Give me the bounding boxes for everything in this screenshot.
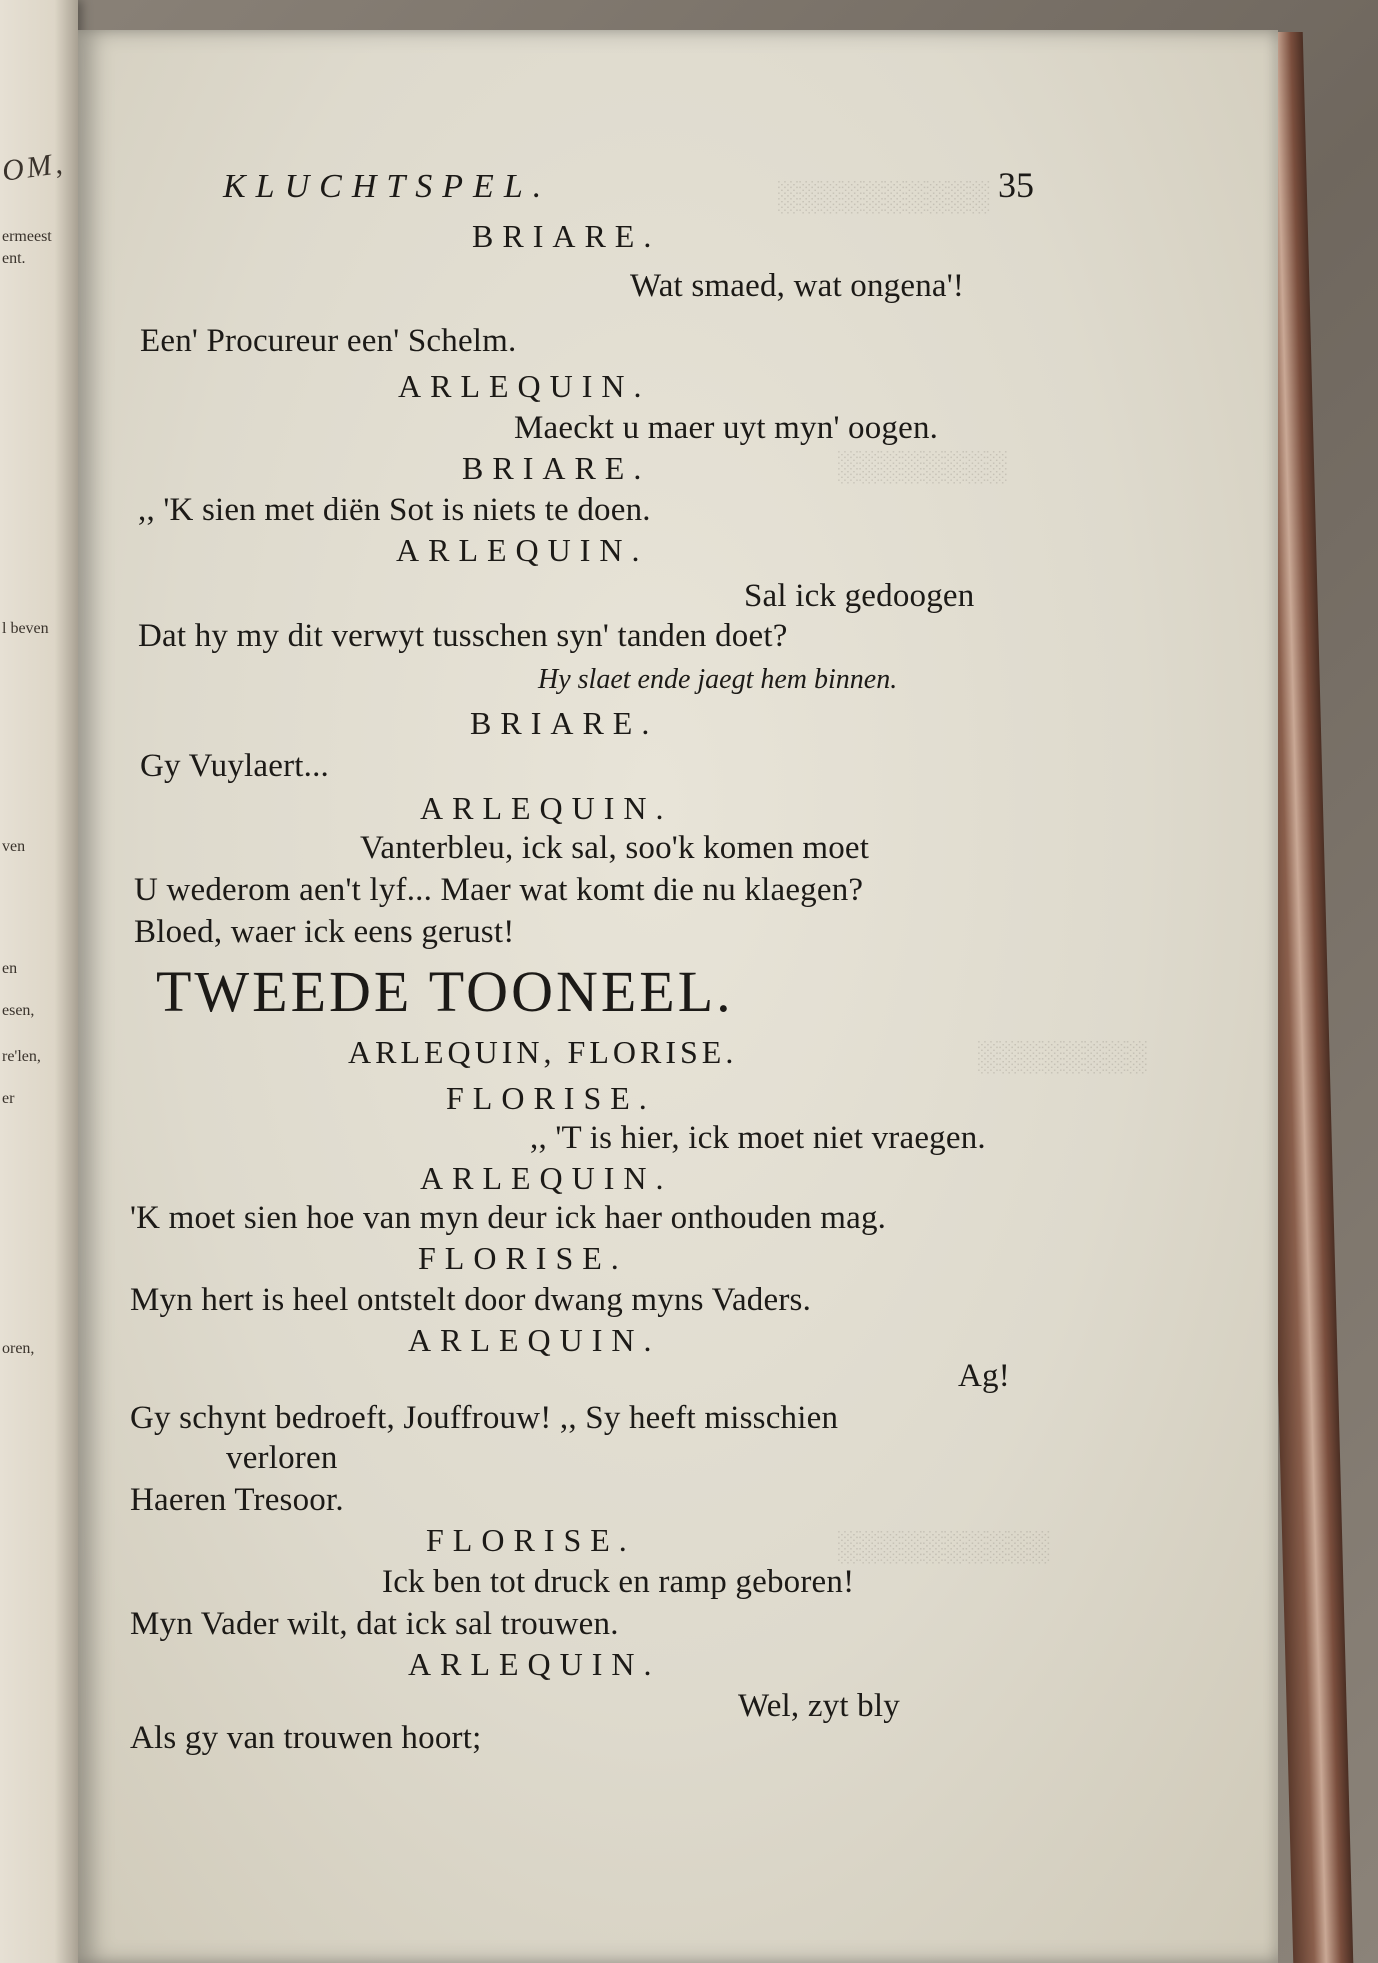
verse-line: Maeckt u maer uyt myn' oogen. [514,410,939,446]
speaker-heading: FLORISE. [418,1240,628,1276]
scene-title: TWEEDE TOONEEL. [156,959,734,1024]
facing-page-fragment: en [2,960,18,977]
speaker-heading: ARLEQUIN. [398,368,651,404]
speaker-heading: BRIARE. [472,218,661,254]
scene-cast-list: ARLEQUIN, FLORISE. [348,1034,738,1070]
facing-page-fragment: ent. [2,250,26,267]
verse-line: Myn Vader wilt, dat ick sal trouwen. [130,1606,619,1642]
speaker-heading: BRIARE. [470,705,659,741]
verse-line: Myn hert is heel ontstelt door dwang myns Vaders. [130,1282,812,1318]
book-page [78,30,1278,1963]
facing-page-fragment: ermeest [2,228,52,245]
page-number: 35 [998,165,1034,205]
speaker-heading: ARLEQUIN. [408,1322,661,1358]
verse-line: Ick ben tot druck en ramp geboren! [382,1564,855,1600]
verse-line: Wel, zyt bly [738,1688,900,1724]
show-through-shadow: ░░░░░░░░░░ [778,180,991,213]
verse-line: 'K moet sien hoe van myn deur ick haer onthouden mag. [130,1200,887,1236]
verse-line: ,, 'T is hier, ick moet niet vraegen. [530,1120,986,1156]
verse-line: Sal ick gedoogen [744,578,975,614]
verse-line: Gy Vuylaert... [140,748,330,784]
speaker-heading: ARLEQUIN. [420,1160,673,1196]
facing-page-fragment: oren, [2,1340,35,1357]
verse-line: Vanterbleu, ick sal, soo'k komen moet [360,830,870,866]
verse-line: Dat hy my dit verwyt tusschen syn' tanden doet? [138,618,788,654]
speaker-heading: ARLEQUIN. [408,1646,661,1682]
stage-direction: Hy slaet ende jaegt hem binnen. [538,664,898,695]
speaker-heading: FLORISE. [426,1522,636,1558]
facing-page-fragment: esen, [2,1002,35,1019]
facing-page-fragment: er [2,1090,15,1107]
facing-page-fragment: OM, [0,146,68,188]
verse-line: verloren [226,1440,338,1476]
verse-line: Ag! [958,1358,1010,1394]
verse-line: ,, 'K sien met diën Sot is niets te doen. [138,492,651,528]
page-text-block [78,30,1278,1963]
verse-line: Wat smaed, wat ongena'! [630,268,965,304]
verse-line: Als gy van trouwen hoort; [130,1720,482,1756]
speaker-heading: FLORISE. [446,1080,656,1116]
speaker-heading: BRIARE. [462,450,651,486]
facing-page-fragment: ven [2,838,26,855]
verse-line: Haeren Tresoor. [130,1482,344,1518]
speaker-heading: ARLEQUIN. [420,790,673,826]
facing-page-edge [0,0,78,1963]
show-through-shadow: ░░░░░░░░░░ [838,1530,1051,1563]
facing-page-fragment: l beven [2,620,49,637]
verse-line: Gy schynt bedroeft, Jouffrouw! ,, Sy heeft misschien [130,1400,839,1436]
facing-page-fragment: re'len, [2,1048,41,1065]
show-through-shadow: ░░░░░░░░ [978,1040,1149,1073]
show-through-shadow: ░░░░░░░░ [838,450,1009,483]
running-head: KLUCHTSPEL. [223,168,552,205]
verse-line: Een' Procureur een' Schelm. [140,323,517,359]
verse-line: U wederom aen't lyf... Maer wat komt die nu klaegen? [134,872,864,908]
verse-line: Bloed, waer ick eens gerust! [134,914,515,950]
speaker-heading: ARLEQUIN. [396,532,649,568]
